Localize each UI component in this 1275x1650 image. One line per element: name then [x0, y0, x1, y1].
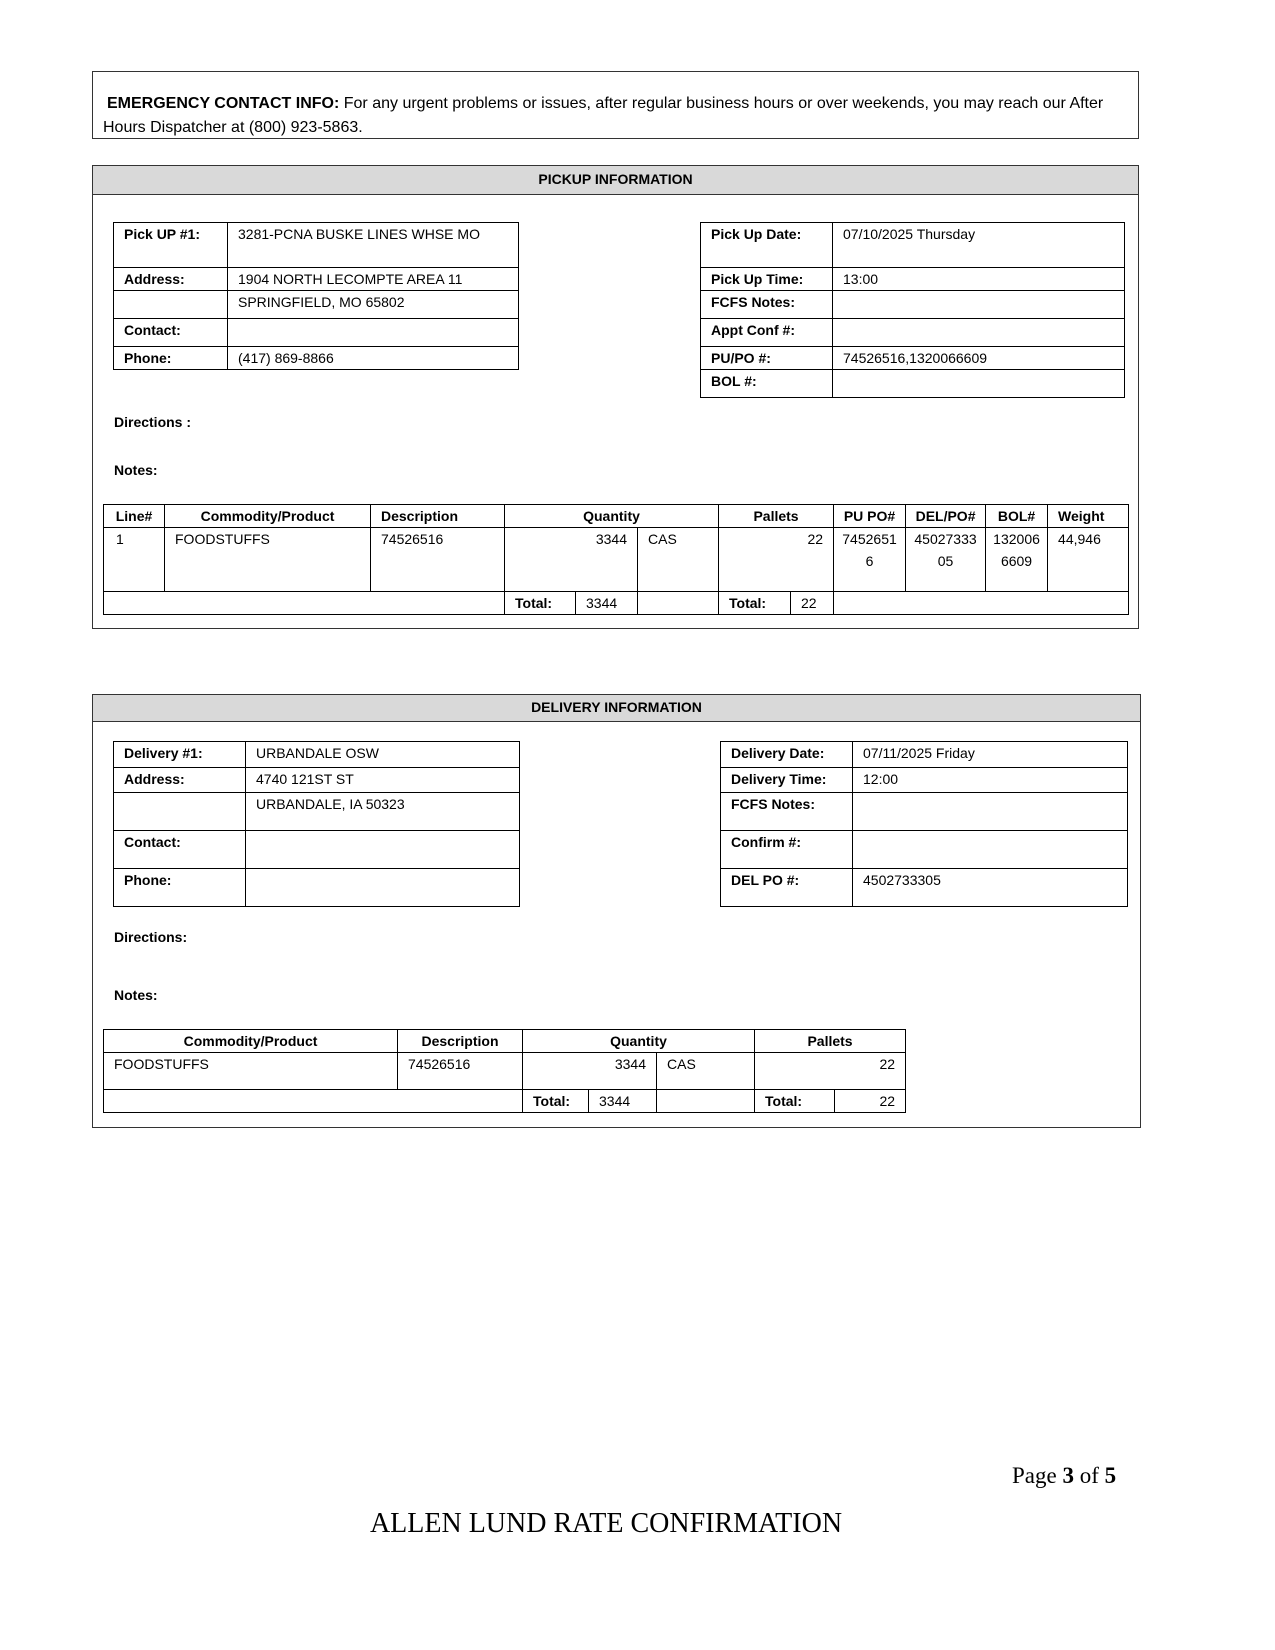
pickup-pupo-label: PU/PO #: — [701, 347, 833, 370]
delivery-address-label: Address: — [114, 768, 246, 793]
pickup-bol-value — [833, 370, 1125, 398]
pickup-row-pupo: 74526516 — [834, 528, 906, 592]
delivery-commodity-table — [103, 1029, 906, 1113]
delivery-section-title: DELIVERY INFORMATION — [93, 695, 1140, 722]
pickup-address-line2: SPRINGFIELD, MO 65802 — [228, 291, 519, 319]
delivery-table-row — [104, 1053, 906, 1090]
delivery-address-line2: URBANDALE, IA 50323 — [246, 793, 520, 831]
delivery-phone-label: Phone: — [114, 869, 246, 907]
delivery-total-unit-blank — [657, 1090, 755, 1113]
delivery-delpo-value: 4502733305 — [853, 869, 1128, 907]
pickup-contact-label: Contact: — [114, 319, 228, 347]
pickup-col-commodity: Commodity/Product — [165, 505, 371, 528]
pickup-total-trailing-blank — [834, 592, 1129, 615]
pickup-row-bol: 1320066609 — [986, 528, 1048, 592]
document-title: ALLEN LUND RATE CONFIRMATION — [369, 1508, 843, 1539]
delivery-phone-value — [246, 869, 520, 907]
pickup-col-quantity: Quantity — [505, 505, 719, 528]
pickup-bol-label: BOL #: — [701, 370, 833, 398]
delivery-number-label: Delivery #1: — [114, 742, 246, 768]
pickup-total-quantity-label: Total: — [505, 592, 576, 615]
pickup-row-quantity: 3344 — [505, 528, 638, 592]
pickup-address-label: Address: — [114, 268, 228, 291]
page-number — [1012, 1463, 1116, 1489]
delivery-delpo-label: DEL PO #: — [721, 869, 853, 907]
pickup-date-label: Pick Up Date: — [701, 223, 833, 268]
pickup-row-commodity: FOODSTUFFS — [165, 528, 371, 592]
pickup-phone-label: Phone: — [114, 347, 228, 370]
page-of: of — [1079, 1463, 1099, 1488]
pickup-row-weight: 44,946 — [1048, 528, 1129, 592]
pickup-directions-label: Directions : — [114, 414, 192, 430]
delivery-total-quantity: 3344 — [589, 1090, 657, 1113]
delivery-row-commodity: FOODSTUFFS — [104, 1053, 398, 1090]
delivery-directions-label: Directions: — [114, 929, 188, 945]
delivery-fcfs-label: FCFS Notes: — [721, 793, 853, 831]
delivery-total-pallets: 22 — [835, 1090, 906, 1113]
pickup-schedule-table — [700, 222, 1125, 398]
delivery-confirm-label: Confirm #: — [721, 831, 853, 869]
pickup-number-label: Pick UP #1: — [114, 223, 228, 268]
delivery-total-pallets-label: Total: — [755, 1090, 835, 1113]
delivery-notes-label: Notes: — [114, 987, 158, 1003]
delivery-date-label: Delivery Date: — [721, 742, 853, 768]
pickup-date-value: 07/10/2025 Thursday — [833, 223, 1125, 268]
pickup-row-pallets: 22 — [719, 528, 834, 592]
pickup-address-line1: 1904 NORTH LECOMPTE AREA 11 — [228, 268, 519, 291]
pickup-section-title: PICKUP INFORMATION — [93, 166, 1138, 195]
delivery-col-pallets: Pallets — [755, 1030, 906, 1053]
delivery-total-quantity-label: Total: — [523, 1090, 589, 1113]
delivery-time-value: 12:00 — [853, 768, 1128, 793]
page-prefix: Page — [1012, 1463, 1057, 1488]
delivery-col-quantity: Quantity — [523, 1030, 755, 1053]
pickup-total-pallets: 22 — [791, 592, 834, 615]
page-total: 5 — [1104, 1463, 1117, 1488]
pickup-number-value: 3281-PCNA BUSKE LINES WHSE MO — [228, 223, 519, 268]
emergency-label: EMERGENCY CONTACT INFO: — [107, 95, 340, 112]
delivery-row-quantity: 3344 — [523, 1053, 657, 1090]
pickup-row-description: 74526516 — [371, 528, 505, 592]
pickup-row-line: 1 — [104, 528, 165, 592]
pickup-col-pallets: Pallets — [719, 505, 834, 528]
pickup-row-unit: CAS — [638, 528, 719, 592]
delivery-time-label: Delivery Time: — [721, 768, 853, 793]
pickup-col-pupo: PU PO# — [834, 505, 906, 528]
emergency-contact-box — [92, 71, 1139, 139]
delivery-address-line1: 4740 121ST ST — [246, 768, 520, 793]
pickup-col-weight: Weight — [1048, 505, 1129, 528]
delivery-date-value: 07/11/2025 Friday — [853, 742, 1128, 768]
delivery-address-blank — [114, 793, 246, 831]
delivery-row-unit: CAS — [657, 1053, 755, 1090]
pickup-appt-value — [833, 319, 1125, 347]
pickup-total-blank — [104, 592, 505, 615]
delivery-col-description: Description — [398, 1030, 523, 1053]
delivery-fcfs-value — [853, 793, 1128, 831]
delivery-location-table — [113, 741, 520, 907]
delivery-row-description: 74526516 — [398, 1053, 523, 1090]
delivery-number-value: URBANDALE OSW — [246, 742, 520, 768]
delivery-row-pallets: 22 — [755, 1053, 906, 1090]
pickup-pupo-value: 74526516,1320066609 — [833, 347, 1125, 370]
delivery-col-commodity: Commodity/Product — [104, 1030, 398, 1053]
pickup-col-bol: BOL# — [986, 505, 1048, 528]
pickup-col-line: Line# — [104, 505, 165, 528]
pickup-location-table — [113, 222, 519, 370]
delivery-confirm-value — [853, 831, 1128, 869]
pickup-time-value: 13:00 — [833, 268, 1125, 291]
pickup-address-blank — [114, 291, 228, 319]
pickup-total-pallets-label: Total: — [719, 592, 791, 615]
pickup-notes-label: Notes: — [114, 462, 158, 478]
pickup-fcfs-value — [833, 291, 1125, 319]
pickup-col-description: Description — [371, 505, 505, 528]
emergency-text: For any urgent problems or issues, after regular business hours or over weekends, you may reach our After Hours Dispatcher at (800) 923-5863. — [103, 95, 1104, 136]
pickup-commodity-table — [103, 504, 1129, 615]
pickup-fcfs-label: FCFS Notes: — [701, 291, 833, 319]
delivery-contact-value — [246, 831, 520, 869]
pickup-table-row — [104, 528, 1129, 592]
pickup-row-delpo: 4502733305 — [906, 528, 986, 592]
pickup-total-quantity: 3344 — [576, 592, 638, 615]
delivery-contact-label: Contact: — [114, 831, 246, 869]
delivery-schedule-table — [720, 741, 1128, 907]
pickup-appt-label: Appt Conf #: — [701, 319, 833, 347]
pickup-phone-value: (417) 869-8866 — [228, 347, 519, 370]
pickup-col-delpo: DEL/PO# — [906, 505, 986, 528]
pickup-time-label: Pick Up Time: — [701, 268, 833, 291]
pickup-contact-value — [228, 319, 519, 347]
pickup-total-unit-blank — [638, 592, 719, 615]
page-current: 3 — [1062, 1463, 1074, 1488]
delivery-total-blank — [104, 1090, 523, 1113]
